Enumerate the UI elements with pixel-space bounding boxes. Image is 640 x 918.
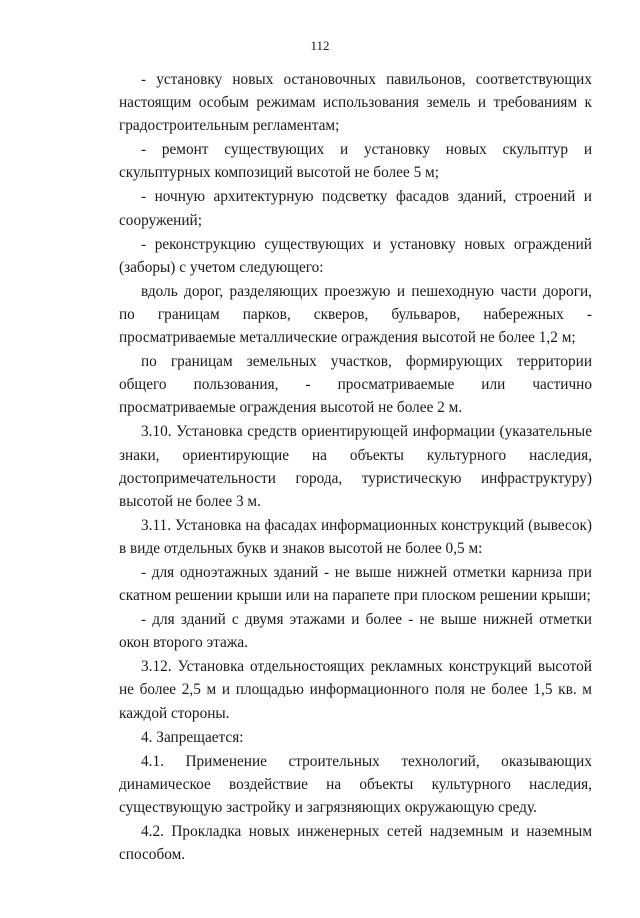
page-number: 112 [310,38,330,53]
paragraph-4-1: 4.1. Применение строительных технологий, оказывающих динамическое воздействие на объекты культурного наследия, существующую застройку и загрязняющих окружающую среду. [119,752,592,816]
paragraph-3-12: 3.12. Установка отдельностоящих рекламных конструкций высотой не более 2,5 м и площадью информационного поля не более 1,5 кв. м каждой стороны. [119,658,592,722]
paragraph-3-10: 3.10. Установка средств ориентирующей информации (указательные знаки, ориентирующие на объекты культурного наследия, достопримечательности города, туристическую инфраструктуру) высотой не более 3 м. [119,423,592,510]
paragraph-bus-stops: - установку новых остановочных павильонов, соответствующих настоящим особым режимам использования земель и требованиям к градостроительным регламентам; [119,71,592,135]
paragraph-night-lighting: - ночную архитектурную подсветку фасадов зданий, строений и сооружений; [119,188,592,229]
paragraph-4-2: 4.2. Прокладка новых инженерных сетей надземным и наземным способом. [119,823,592,864]
paragraph-multi-storey: - для зданий с двумя этажами и более - не выше нижней отметки окон второго этажа. [119,611,592,652]
paragraph-3-11: 3.11. Установка на фасадах информационных конструкций (вывесок) в виде отдельных букв и знаков высотой не более 0,5 м: [119,516,592,557]
paragraph-fences: - реконструкцию существующих и установку новых ограждений (заборы) с учетом следующего: [119,235,592,276]
paragraph-4: 4. Запрещается: [141,728,244,746]
document-body [119,68,592,867]
paragraph-road-fences: вдоль дорог, разделяющих проезжую и пешеходную части дороги, по границам парков, скверов, бульваров, набережных - просматриваемые металлические ограждения высотой не более 1,2 м; [119,282,592,347]
paragraph-sculptures: - ремонт существующих и установку новых скульптур и скульптурных композиций высотой не более 5 м; [119,141,592,182]
paragraph-single-storey: - для одноэтажных зданий - не выше нижней отметки карниза при скатном решении крыши или на парапете при плоском решении крыши; [119,563,592,605]
paragraph-land-plot-fences: по границам земельных участков, формирующих территории общего пользования, - просматриваемые или частично просматриваемые ограждения высотой не более 2 м. [119,353,592,417]
